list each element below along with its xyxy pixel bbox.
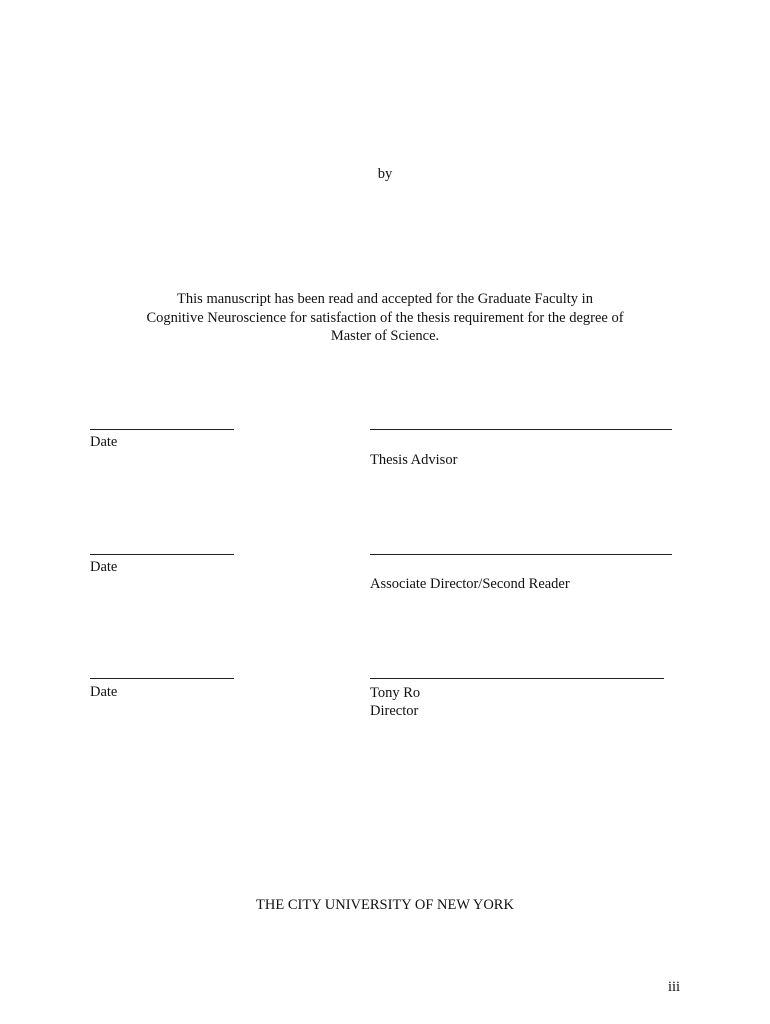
date-label: Date [90,559,118,575]
date-label: Date [90,434,118,450]
by-line: by [377,166,393,182]
signer-title: Thesis Advisor [370,452,458,468]
signer-title: Associate Director/Second Reader [370,576,570,592]
signer-signature-line [370,429,672,430]
date-signature-line [90,678,234,679]
signer-name: Tony Ro [370,685,421,701]
signer-title: Director [370,703,419,719]
acceptance-statement [0,290,770,346]
acceptance-line: Cognitive Neuroscience for satisfaction of the thesis requirement for the degree of [146,309,624,326]
acceptance-line: This manuscript has been read and accepted for the Graduate Faculty in [177,291,593,307]
date-signature-line [90,554,234,555]
date-signature-line [90,429,234,430]
university-name: THE CITY UNIVERSITY OF NEW YORK [256,897,514,913]
date-label: Date [90,684,118,700]
signer-signature-line [370,554,672,555]
page-number: iii [668,979,681,995]
signer-signature-line [370,678,664,679]
acceptance-line: Master of Science. [330,328,440,344]
